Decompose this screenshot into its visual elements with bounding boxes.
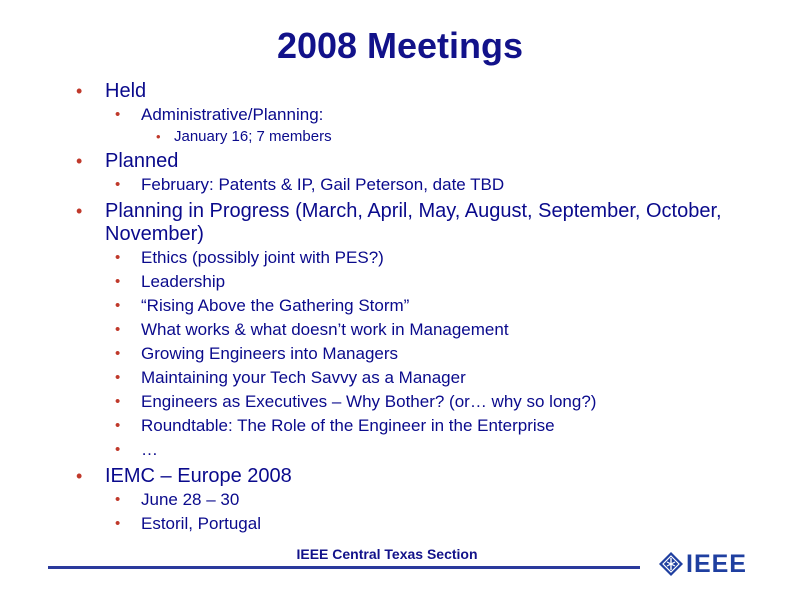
item-text: Planned [105,150,179,172]
list-item [74,246,754,270]
item-text: Held [105,80,147,102]
bullet-icon: • [115,273,121,290]
bullet-icon: • [76,201,83,221]
item-text: Administrative/Planning: [141,105,324,124]
list-item [74,150,754,173]
slide-title: 2008 Meetings [276,25,524,66]
ieee-logo-text: IEEE [686,550,747,578]
list-item [74,173,754,197]
footer-divider [48,566,640,569]
bullet-icon: • [115,417,121,434]
list-item [74,294,754,318]
list-item [74,342,754,366]
item-text: Growing Engineers into Managers [141,344,399,363]
item-text: … [141,440,158,459]
bullet-icon: • [115,345,121,362]
bullet-icon: • [156,129,161,144]
list-item [74,103,754,127]
ieee-logo [658,549,758,579]
bullet-icon: • [115,249,121,266]
bullet-icon: • [115,491,121,508]
bullet-icon: • [115,393,121,410]
bullet-icon: • [115,515,121,532]
list-item [74,366,754,390]
list-item [74,465,754,488]
bullet-icon: • [76,151,83,171]
list-item [74,127,754,147]
item-text: Engineers as Executives – Why Bother? (or… why so long?) [141,392,597,411]
item-text: June 28 – 30 [141,490,240,509]
list-item [74,512,754,536]
bullet-icon: • [115,369,121,386]
item-text: What works & what doesn’t work in Management [141,320,509,339]
bullet-icon: • [115,297,121,314]
bullet-icon: • [115,176,121,193]
list-item [74,438,754,462]
list-item [74,270,754,294]
bullet-icon: • [115,106,121,123]
list-item [74,390,754,414]
bullet-icon: • [76,81,83,101]
item-text: February: Patents & IP, Gail Peterson, date TBD [141,175,505,194]
list-item [74,80,754,103]
list-item [74,488,754,512]
item-text: January 16; 7 members [174,128,332,145]
list-item [74,200,754,246]
list-item [74,414,754,438]
bullet-icon: • [115,321,121,338]
bullet-icon: • [115,441,121,458]
bullet-list [74,80,754,536]
item-text: Ethics (possibly joint with PES?) [141,248,384,267]
item-text: “Rising Above the Gathering Storm” [141,296,410,315]
item-text: Roundtable: The Role of the Engineer in the Enterprise [141,416,555,435]
footer-text: IEEE Central Texas Section [296,546,478,562]
list-item [74,318,754,342]
item-text: Leadership [141,272,226,291]
bullet-icon: • [76,466,83,486]
item-text: IEMC – Europe 2008 [105,465,292,487]
item-text: Estoril, Portugal [141,514,261,533]
item-text: Planning in Progress (March, April, May, August, September, October, November) [105,200,722,245]
item-text: Maintaining your Tech Savvy as a Manager [141,368,466,387]
ieee-diamond-icon [658,551,684,577]
